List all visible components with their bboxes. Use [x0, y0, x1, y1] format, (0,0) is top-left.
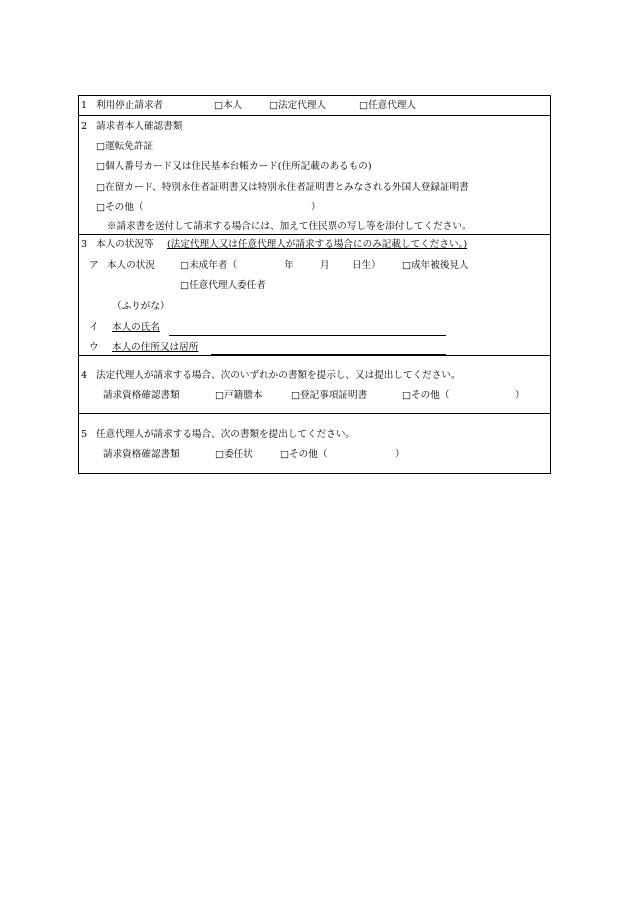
section-number: 5	[81, 429, 88, 440]
checkbox-self[interactable]: □本人	[214, 100, 243, 111]
request-form-table	[78, 95, 551, 474]
birth-day-label: 日生）	[352, 260, 381, 271]
section-number: 1	[81, 100, 88, 111]
status-label: 本人の状況	[107, 260, 155, 271]
checkbox-minor[interactable]: □未成年者（	[180, 260, 238, 271]
doc-label: 請求資格確認書類	[103, 390, 180, 401]
birth-month-label: 月	[320, 260, 330, 271]
address-field[interactable]	[211, 354, 446, 355]
section-number: 3	[81, 239, 88, 250]
section-title: 本人の状況等	[96, 239, 154, 250]
checkbox-my-number-card[interactable]: □個人番号カード又は住民基本台帳カード(住所記載のあるもの)	[96, 161, 372, 172]
section-title: 請求者本人確認書類	[96, 121, 183, 132]
checkbox-delegator[interactable]: □任意代理人委任者	[180, 280, 266, 291]
checkbox-other[interactable]: □その他（	[402, 390, 450, 401]
checkbox-voluntary-agent[interactable]: □任意代理人	[359, 100, 417, 111]
checkbox-other[interactable]: □その他（	[280, 449, 328, 460]
furigana-label: （ふりがな）	[112, 301, 170, 312]
checkbox-family-register[interactable]: □戸籍謄本	[215, 390, 263, 401]
section-legal-agent-docs	[79, 356, 550, 414]
section-number: 2	[81, 121, 88, 132]
checkbox-adult-ward[interactable]: □成年被後見人	[402, 260, 469, 271]
checkbox-registry-certificate[interactable]: □登記事項証明書	[291, 390, 368, 401]
name-label: 本人の氏名	[112, 322, 160, 333]
section-voluntary-agent-docs	[79, 414, 550, 473]
checkbox-drivers-license[interactable]: □運転免許証	[96, 141, 154, 152]
checkbox-legal-agent[interactable]: □法定代理人	[269, 100, 327, 111]
item-mark-u: ウ	[89, 342, 99, 353]
birth-year-label: 年	[284, 260, 294, 271]
other-close-paren: ）	[311, 202, 321, 213]
other-close-paren: ）	[395, 449, 405, 460]
section-title: 法定代理人が請求する場合、次のいずれかの書類を提示し、又は提出してください。	[96, 370, 461, 381]
other-close-paren: ）	[515, 390, 525, 401]
section-requester	[79, 96, 550, 116]
section-title: 任意代理人が請求する場合、次の書類を提出してください。	[96, 429, 356, 440]
checkbox-power-of-attorney[interactable]: □委任状	[215, 449, 253, 460]
item-mark-a: ア	[89, 260, 99, 271]
doc-label: 請求資格確認書類	[103, 449, 180, 460]
section-number: 4	[81, 370, 88, 381]
checkbox-residence-card[interactable]: □在留カード、特別永住者証明書又は特別永住者証明書とみなされる外国人登録証明書	[96, 182, 469, 193]
address-label: 本人の住所又は居所	[112, 342, 199, 353]
checkbox-other[interactable]: □その他（	[96, 202, 144, 213]
section-id-documents	[79, 116, 550, 235]
section-title: 利用停止請求者	[96, 100, 164, 111]
name-field[interactable]	[169, 335, 446, 336]
item-mark-i: イ	[89, 322, 99, 333]
mailing-note: ※請求書を送付して請求する場合には、加えて住民票の写し等を添付してください。	[107, 221, 472, 232]
section-person-status	[79, 235, 550, 356]
section-title-note: (法定代理人又は任意代理人が請求する場合にのみ記載してください。)	[167, 239, 468, 250]
